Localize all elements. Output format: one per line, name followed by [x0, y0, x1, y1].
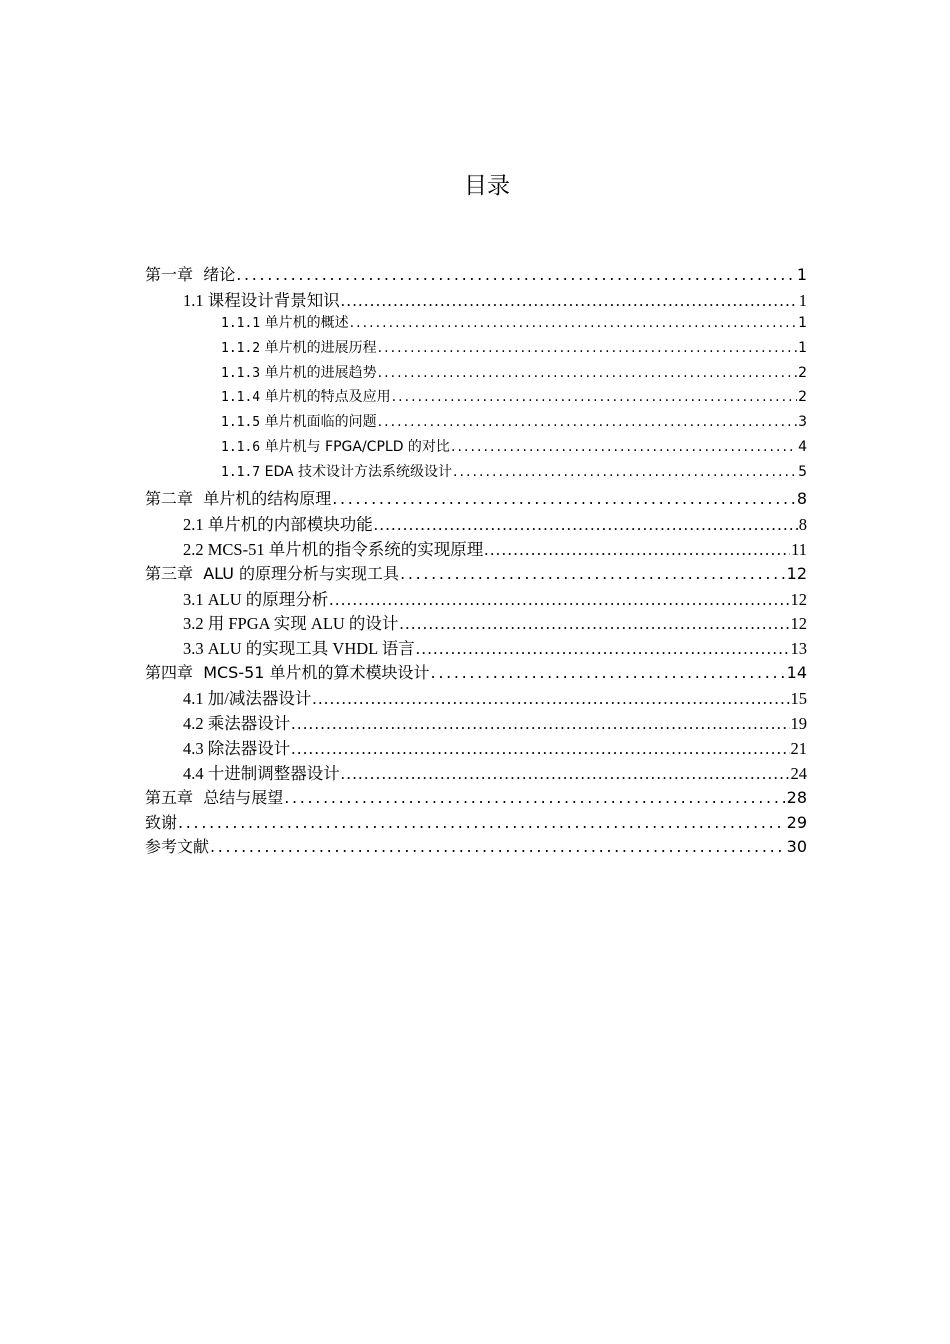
toc-entry-label: [221, 312, 349, 332]
dot-leader: [329, 590, 789, 610]
toc-entry-text: EDA 技术设计方法系统级设计: [264, 464, 453, 481]
toc-entry-label: [145, 486, 331, 509]
toc-entry-text: 课程设计背景知识: [207, 290, 340, 310]
toc-entry-label: [145, 660, 430, 683]
toc-entry-label: [221, 386, 391, 406]
dot-leader: [431, 663, 786, 682]
toc-entry-page-number: 12: [790, 589, 807, 609]
toc-entry[interactable]: [145, 785, 807, 810]
toc-entry-page-number: 12: [790, 614, 807, 634]
toc-entry-number: 第五章: [145, 787, 194, 807]
toc-entry[interactable]: [145, 735, 807, 760]
toc-title: 目录: [464, 173, 510, 199]
dot-leader: [399, 614, 789, 634]
toc-entry[interactable]: [145, 436, 807, 461]
toc-entry-label: [221, 362, 377, 382]
toc-entry-page-number: 28: [786, 787, 807, 807]
toc-entry[interactable]: [145, 386, 807, 411]
toc-entry[interactable]: [145, 586, 807, 611]
toc-entry-page-number: 1: [798, 290, 807, 310]
dot-leader: [291, 739, 789, 759]
toc-entry-page-number: 11: [791, 539, 807, 559]
toc-entry-number: 1.1: [183, 290, 204, 310]
toc-entry-text: MCS-51 单片机的算术模块设计: [203, 663, 430, 683]
toc-entry-text: 单片机的特点及应用: [264, 389, 391, 406]
toc-entry-page-number: 1: [798, 339, 807, 356]
toc-entry-number: 3.1: [183, 589, 204, 609]
toc-entry-number: 3.2: [183, 614, 204, 634]
dot-leader: [484, 540, 790, 560]
toc-entry[interactable]: [145, 810, 807, 835]
dot-leader: [378, 414, 797, 430]
toc-entry-page-number: 5: [798, 464, 807, 481]
toc-entry-label: [221, 411, 377, 431]
toc-entry-text: 单片机的结构原理: [203, 489, 332, 509]
toc-entry-text: 参考文献: [145, 837, 210, 857]
toc-entry-page-number: 2: [798, 364, 807, 381]
dot-leader: [291, 714, 789, 734]
toc-entry-text: ALU 的实现工具 VHDL 语言: [207, 639, 415, 659]
toc-entry[interactable]: [145, 536, 807, 561]
toc-entry-page-number: 12: [786, 563, 807, 583]
toc-entry-page-number: 14: [786, 663, 807, 683]
toc-entry-text: 单片机与 FPGA/CPLD 的对比: [264, 439, 450, 456]
toc-entry-label: [183, 536, 483, 560]
toc-entry[interactable]: [145, 834, 807, 859]
toc-entry-text: 十进制调整器设计: [207, 763, 340, 783]
toc-entry-text: 单片机的概述: [264, 314, 349, 331]
toc-entry[interactable]: [145, 461, 807, 486]
toc-entry-page-number: 1: [798, 314, 807, 331]
toc-entry-label: [221, 461, 452, 481]
dot-leader: [400, 564, 786, 583]
toc-entry[interactable]: [145, 287, 807, 312]
toc-entry[interactable]: [145, 710, 807, 735]
toc-entry-spacer: [193, 663, 203, 682]
toc-entry-label: [183, 287, 340, 311]
toc-entry-number: 1.1.3: [221, 365, 261, 381]
dot-leader: [453, 464, 797, 480]
toc-entry-label: [183, 610, 398, 634]
toc-entry-label: [183, 635, 415, 659]
toc-entry-label: [221, 337, 377, 357]
toc-entry-page-number: 13: [790, 639, 807, 659]
toc-entry-label: [183, 511, 373, 535]
toc-entry-spacer: [193, 788, 203, 807]
toc-entry[interactable]: [145, 760, 807, 785]
toc-entry-page-number: 30: [786, 837, 807, 857]
toc-entry-number: 4.1: [183, 689, 204, 709]
toc-entry-text: ALU 的原理分析: [207, 589, 329, 609]
toc-entry-spacer: [193, 265, 203, 284]
dot-leader: [341, 764, 790, 784]
toc-entry-label: [183, 586, 328, 610]
toc-entry-number: 4.3: [183, 738, 204, 758]
dot-leader: [378, 340, 797, 356]
toc-entry-label: [183, 710, 290, 734]
toc-entry[interactable]: [145, 362, 807, 387]
toc-entry-number: 1.1.2: [221, 340, 261, 356]
toc-entry[interactable]: [145, 660, 807, 685]
toc-entry-page-number: 8: [796, 489, 807, 509]
dot-leader: [236, 265, 796, 284]
toc-entry-number: 2.1: [183, 514, 204, 534]
dot-leader: [332, 489, 796, 508]
toc-entry[interactable]: [145, 337, 807, 362]
toc-entry-label: [145, 810, 177, 833]
toc-entry-number: 3.3: [183, 639, 204, 659]
toc-entry-number: 2.2: [183, 539, 204, 559]
toc-entry[interactable]: [145, 685, 807, 710]
dot-leader: [341, 291, 798, 311]
toc-entry-page-number: 2: [798, 389, 807, 406]
dot-leader: [284, 788, 785, 807]
toc-entry[interactable]: [145, 312, 807, 337]
toc-entry-text: 单片机的进展趋势: [264, 364, 377, 381]
toc-entry-number: 第二章: [145, 489, 194, 509]
toc-entry-number: 4.2: [183, 714, 204, 734]
dot-leader: [392, 389, 797, 405]
toc-entry-spacer: [193, 489, 203, 508]
toc-entry[interactable]: [145, 511, 807, 536]
toc-entry-text: 除法器设计: [207, 738, 291, 758]
dot-leader: [451, 439, 797, 455]
toc-entry-label: [145, 834, 209, 857]
dot-leader: [312, 689, 789, 709]
toc-entry-number: 1.1.5: [221, 415, 261, 431]
toc-entry-number: 1.1.6: [221, 440, 261, 456]
toc-entry-number: 第一章: [145, 265, 194, 284]
toc-entry[interactable]: [145, 486, 807, 511]
toc-entry-text: 乘法器设计: [207, 714, 291, 734]
dot-leader: [416, 639, 790, 659]
toc-entry-label: [183, 735, 290, 759]
toc-entry-page-number: 8: [798, 514, 807, 534]
toc-entry-label: [145, 561, 399, 584]
toc-entry-text: 用 FPGA 实现 ALU 的设计: [207, 614, 399, 634]
toc-entry-page-number: 3: [798, 414, 807, 431]
toc-entry-label: [145, 262, 235, 285]
table-of-contents: [145, 262, 807, 859]
toc-entry-text: 单片机面临的问题: [264, 414, 377, 431]
dot-leader: [350, 315, 797, 331]
toc-entry-number: 第四章: [145, 663, 194, 683]
toc-entry-page-number: 15: [790, 689, 807, 709]
toc-entry-page-number: 24: [790, 763, 807, 783]
toc-entry-text: 加/减法器设计: [207, 689, 312, 709]
toc-entry-number: 1.1.1: [221, 315, 261, 331]
toc-entry-number: 第三章: [145, 563, 194, 583]
toc-entry-page-number: 19: [790, 714, 807, 734]
dot-leader: [178, 813, 786, 832]
dot-leader: [210, 837, 786, 856]
toc-entry-number: 4.4: [183, 763, 204, 783]
toc-entry-label: [145, 785, 283, 808]
toc-entry-text: 致谢: [145, 812, 178, 832]
toc-entry-page-number: 21: [790, 738, 807, 758]
toc-entry-number: 1.1.7: [221, 465, 261, 481]
toc-entry[interactable]: [145, 411, 807, 436]
toc-entry-page-number: 29: [786, 812, 807, 832]
toc-entry-text: 单片机的进展历程: [264, 339, 377, 356]
toc-entry-page-number: 1: [796, 265, 807, 284]
toc-entry[interactable]: [145, 262, 807, 287]
toc-entry-text: 总结与展望: [203, 787, 284, 807]
toc-entry-page-number: 4: [798, 439, 807, 456]
toc-entry[interactable]: [145, 635, 807, 660]
toc-entry-label: [221, 436, 450, 456]
toc-entry-label: [183, 685, 311, 709]
toc-entry[interactable]: [145, 610, 807, 635]
toc-entry-text: MCS-51 单片机的指令系统的实现原理: [207, 539, 484, 559]
dot-leader: [378, 365, 797, 381]
dot-leader: [374, 515, 798, 535]
toc-entry[interactable]: [145, 561, 807, 586]
toc-entry-text: ALU 的原理分析与实现工具: [203, 563, 400, 583]
toc-entry-label: [183, 760, 340, 784]
toc-entry-number: 1.1.4: [221, 390, 261, 406]
toc-entry-text: 单片机的内部模块功能: [207, 514, 373, 534]
toc-entry-spacer: [193, 564, 203, 583]
toc-entry-text: 绪论: [203, 265, 236, 284]
